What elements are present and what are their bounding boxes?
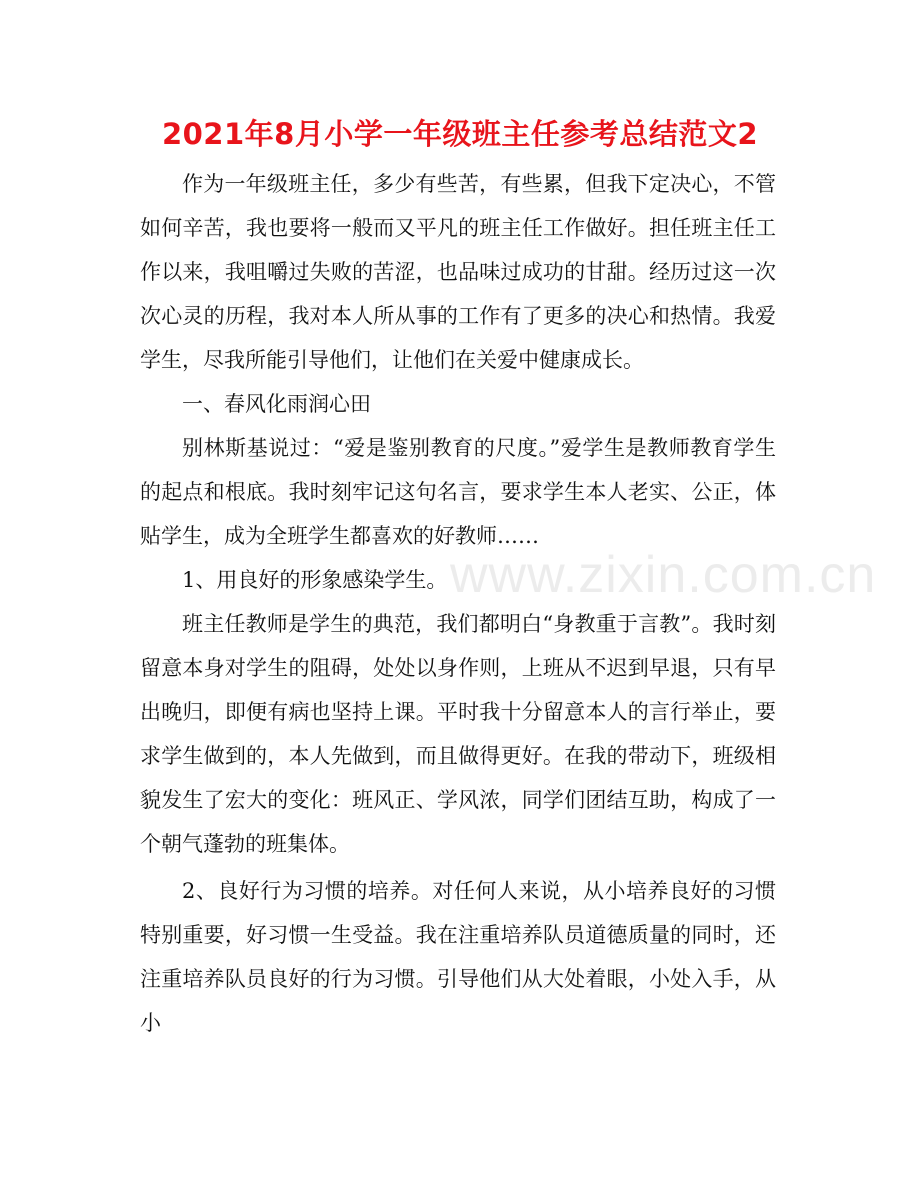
document-body bbox=[140, 162, 776, 1045]
paragraph-habits: 2、良好行为习惯的培养。对任何人来说，从小培养良好的习惯特别重要，好习惯一生受益。我在注重培养队员道德质量的同时，还注重培养队员良好的行为习惯。引导他们从大处着眼，小处入手，从小 bbox=[140, 879, 776, 1035]
document-title: 2021年8月小学一年级班主任参考总结范文2 bbox=[161, 117, 759, 151]
paragraph-quote: 别林斯基说过：“爱是鉴别教育的尺度。”爱学生是教师教育学生的起点和根底。我时刻牢记这句名言，要求学生本人老实、公正，体贴学生，成为全班学生都喜欢的好教师…… bbox=[140, 436, 776, 548]
paragraph-intro: 作为一年级班主任，多少有些苦，有些累，但我下定决心，不管如何辛苦，我也要将一般而又平凡的班主任工作做好。担任班主任工作以来，我咀嚼过失败的苦涩，也品味过成功的甘甜。经历过这一次次心灵的历程，我对本人所从事的工作有了更多的决心和热情。我爱学生，尽我所能引导他们，让他们在关爱中健康成长。 bbox=[140, 172, 776, 372]
section-heading: 一、春风化雨润心田 bbox=[182, 392, 371, 416]
watermark: www.zixin.com.cn bbox=[450, 546, 877, 604]
subheading-image: 1、用良好的形象感染学生。 bbox=[182, 568, 448, 592]
paragraph-role-model: 班主任教师是学生的典范，我们都明白“身教重于言教”。我时刻留意本身对学生的阻碍，处处以身作则，上班从不迟到早退，只有早出晚归，即便有病也坚持上课。平时我十分留意本人的言行举止，要求学生做到的，本人先做到，而且做得更好。在我的带动下，班级相貌发生了宏大的变化：班风正、学风浓，同学们团结互助，构成了一个朝气蓬勃的班集体。 bbox=[140, 612, 776, 856]
